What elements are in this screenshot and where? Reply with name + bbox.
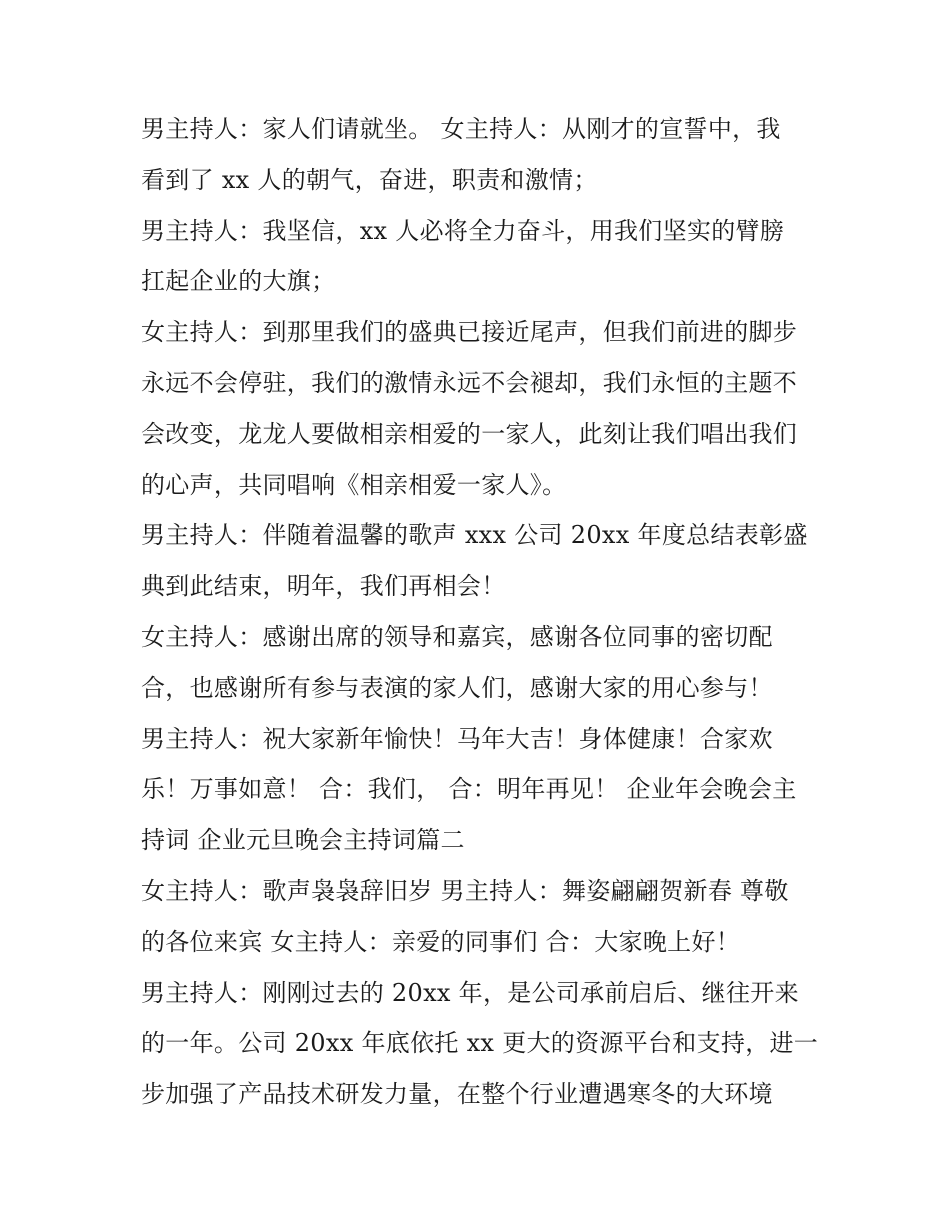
- text-line-7: 会改变，龙龙人要做相亲相爱的一家人，此刻让我们唱出我们: [141, 419, 798, 448]
- text-line-8: 的心声，共同唱响《相亲相爱一家人》。: [141, 470, 567, 499]
- text-line-20: 步加强了产品技术研发力量，在整个行业遭遇寒冬的大环境: [141, 1080, 773, 1109]
- text-line-13: 男主持人：祝大家新年愉快！马年大吉！身体健康！合家欢: [141, 724, 773, 753]
- text-line-14: 乐！万事如意！ 合：我们， 合：明年再见！ 企业年会晚会主: [141, 775, 797, 804]
- text-line-4: 扛起企业的大旗；: [141, 267, 336, 296]
- text-line-6: 永远不会停驻，我们的激情永远不会褪却，我们永恒的主题不: [141, 368, 798, 397]
- text-line-18: 男主持人：刚刚过去的 20xx 年，是公司承前启后、继往开来: [141, 978, 799, 1007]
- text-line-5: 女主持人：到那里我们的盛典已接近尾声，但我们前进的脚步: [141, 318, 798, 347]
- text-line-12: 合，也感谢所有参与表演的家人们，感谢大家的用心参与！: [141, 673, 773, 702]
- text-line-3: 男主持人：我坚信，xx 人必将全力奋斗，用我们坚实的臂膀: [141, 216, 785, 245]
- text-line-17: 的各位来宾 女主持人：亲爱的同事们 合：大家晚上好！: [141, 927, 741, 956]
- text-line-1: 男主持人：家人们请就坐。 女主持人：从刚才的宣誓中，我: [141, 115, 781, 143]
- text-line-15: 持词 企业元旦晚会主持词篇二: [141, 826, 465, 855]
- document-body: [141, 104, 821, 1120]
- text-line-19: 的一年。公司 20xx 年底依托 xx 更大的资源平台和支持，进一: [141, 1029, 819, 1058]
- text-line-11: 女主持人：感谢出席的领导和嘉宾，感谢各位同事的密切配: [141, 622, 773, 651]
- text-line-2: 看到了 xx 人的朝气，奋进，职责和激情；: [141, 165, 598, 194]
- text-line-9: 男主持人：伴随着温馨的歌声 xxx 公司 20xx 年度总结表彰盛: [141, 521, 808, 550]
- text-line-10: 典到此结束，明年，我们再相会！: [141, 572, 506, 601]
- text-line-16: 女主持人：歌声袅袅辞旧岁 男主持人：舞姿翩翩贺新春 尊敬: [141, 876, 789, 905]
